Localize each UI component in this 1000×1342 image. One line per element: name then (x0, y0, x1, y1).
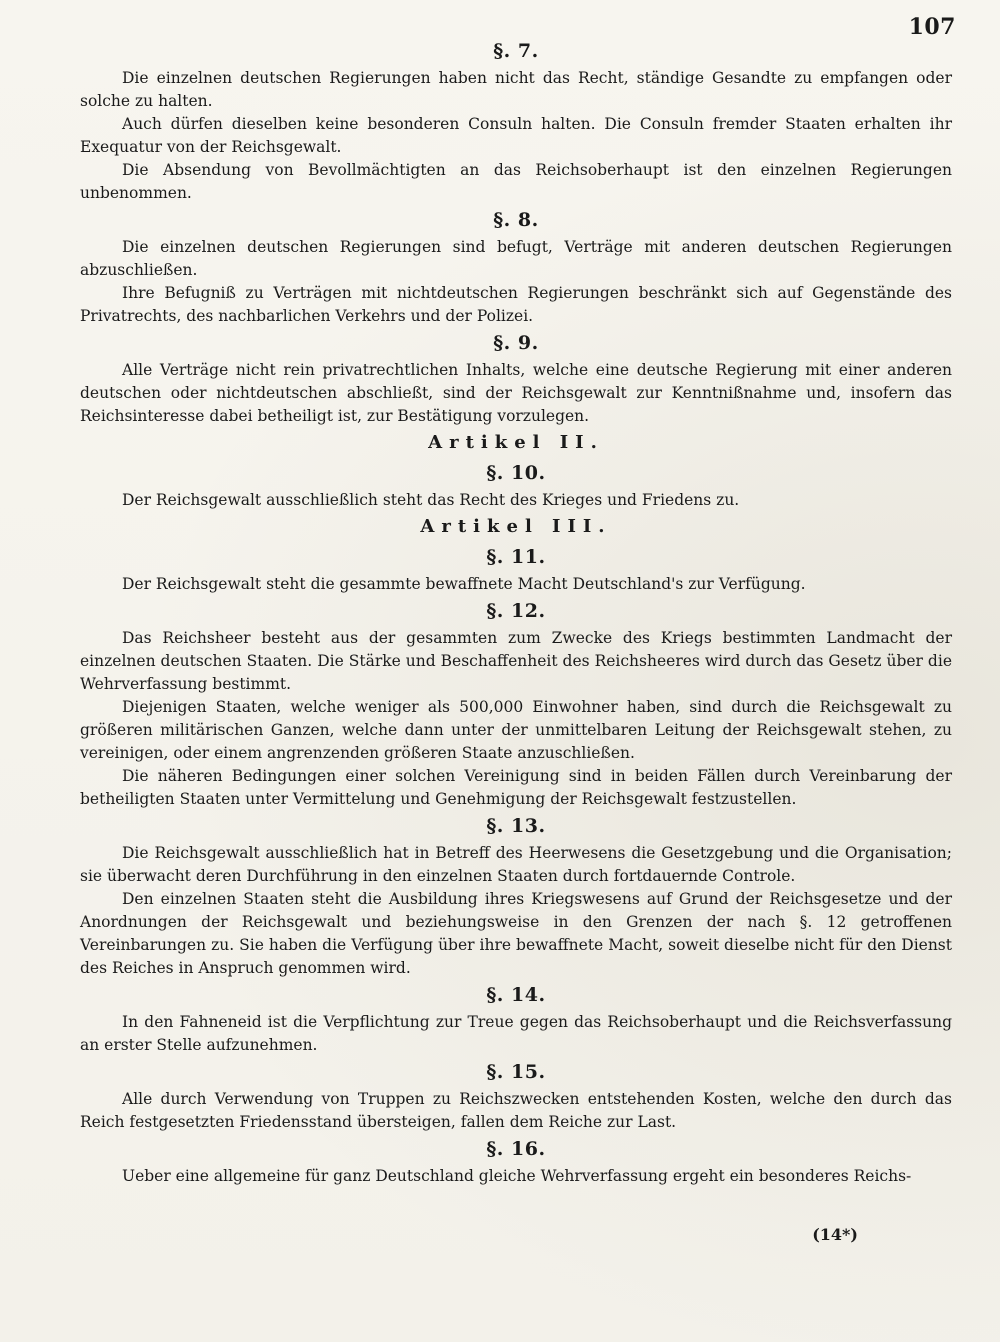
document-body (80, 36, 952, 1188)
paragraph: Die einzelnen deutschen Regierungen haben nicht das Recht, ständige Gesandte zu empfangen oder solche zu halten. (80, 69, 952, 110)
paragraph: Das Reichsheer besteht aus der gesammten zum Zwecke des Kriegs bestimmten Landmacht der einzelnen deutschen Staaten. Die Stärke und Beschaffenheit des Reichsheeres wird durch das Gesetz über die Wehrverfassung bestimmt. (80, 629, 952, 693)
article-heading: Artikel III. (420, 516, 612, 537)
paragraph: In den Fahneneid ist die Verpflichtung zur Treue gegen das Reichsoberhaupt und die Reichsverfassung an erster Stelle aufzunehmen. (80, 1013, 952, 1054)
paragraph: Alle Verträge nicht rein privatrechtlichen Inhalts, welche eine deutsche Regierung mit einer anderen deutschen oder nichtdeutschen abschließt, sind der Reichsgewalt zur Kenntnißnahme und, insofern das Reichsinteresse dabei betheiligt ist, zur Bestätigung vorzulegen. (80, 361, 952, 425)
section-heading: §. 10. (486, 462, 546, 484)
section-heading: §. 9. (493, 332, 539, 354)
section-heading: §. 8. (493, 209, 539, 231)
paragraph: Ueber eine allgemeine für ganz Deutschland gleiche Wehrverfassung ergeht ein besonderes Reichs- (122, 1167, 912, 1185)
page-number: 107 (908, 14, 956, 40)
paragraph: Den einzelnen Staaten steht die Ausbildung ihres Kriegswesens auf Grund der Reichsgesetze und der Anordnungen der Reichsgewalt und beziehungsweise in den Grenzen der nach §. 12 getroffenen Vereinbarungen zu. Sie haben die Verfügung über ihre bewaffnete Macht, soweit dieselbe nicht für den Dienst des Reiches in Anspruch genommen wird. (80, 890, 952, 977)
section-heading: §. 14. (486, 984, 546, 1006)
printer-signature: (14*) (812, 1225, 858, 1244)
paragraph: Der Reichsgewalt steht die gesammte bewaffnete Macht Deutschland's zur Verfügung. (122, 575, 806, 593)
paragraph: Die einzelnen deutschen Regierungen sind befugt, Verträge mit anderen deutschen Regierungen abzuschließen. (80, 238, 952, 279)
article-heading: Artikel II. (428, 432, 604, 453)
section-heading: §. 13. (486, 815, 546, 837)
paragraph: Alle durch Verwendung von Truppen zu Reichszwecken entstehenden Kosten, welche den durch das Reich festgesetzten Friedensstand übersteigen, fallen dem Reiche zur Last. (80, 1090, 952, 1131)
section-heading: §. 16. (486, 1138, 546, 1160)
paragraph: Diejenigen Staaten, welche weniger als 500,000 Einwohner haben, sind durch die Reichsgewalt zu größeren militärischen Ganzen, welche dann unter der unmittelbaren Leitung der Reichsgewalt stehen, zu vereinigen, oder einem angrenzenden größeren Staate anzuschließen. (80, 698, 952, 762)
section-heading: §. 15. (486, 1061, 546, 1083)
paragraph: Die Absendung von Bevollmächtigten an das Reichsoberhaupt ist den einzelnen Regierungen unbenommen. (80, 161, 952, 202)
section-heading: §. 12. (486, 600, 546, 622)
section-heading: §. 11. (486, 546, 546, 568)
paragraph: Die Reichsgewalt ausschließlich hat in Betreff des Heerwesens die Gesetzgebung und die Organisation; sie überwacht deren Durchführung in den einzelnen Staaten durch fortdauernde Controle. (80, 844, 952, 885)
paragraph: Der Reichsgewalt ausschließlich steht das Recht des Krieges und Friedens zu. (122, 491, 740, 509)
paragraph: Ihre Befugniß zu Verträgen mit nichtdeutschen Regierungen beschränkt sich auf Gegenstände des Privatrechts, des nachbarlichen Verkehrs und der Polizei. (80, 284, 952, 325)
paragraph: Auch dürfen dieselben keine besonderen Consuln halten. Die Consuln fremder Staaten erhalten ihr Exequatur von der Reichsgewalt. (80, 115, 952, 156)
section-heading: §. 7. (493, 40, 539, 62)
paragraph: Die näheren Bedingungen einer solchen Vereinigung sind in beiden Fällen durch Vereinbarung der betheiligten Staaten unter Vermittelung und Genehmigung der Reichsgewalt festzustellen. (80, 767, 952, 808)
